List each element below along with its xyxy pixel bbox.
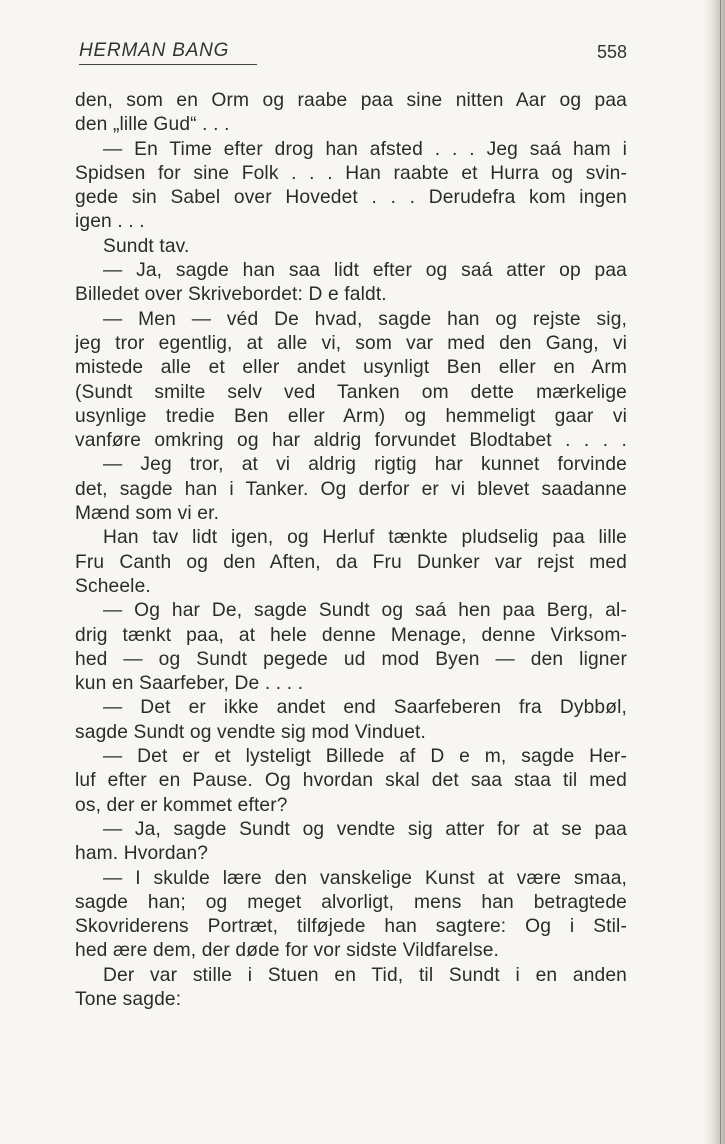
text-line: os, der er kommet efter? — [75, 794, 288, 816]
body-text — [75, 89, 627, 1012]
text-line: — Det er ikke andet end Saarfeberen fra Dybbøl, — [103, 697, 627, 719]
text-line: Scheele. — [75, 575, 151, 597]
text-line: drig tænkt paa, at hele denne Menage, denne Virksom- — [75, 624, 627, 646]
text-line: — Men — véd De hvad, sagde han og rejste sig, — [103, 308, 627, 330]
page-number: 558 — [596, 42, 627, 62]
text-line: Spidsen for sine Folk . . . Han raabte et Hurra og svin- — [75, 162, 627, 184]
text-line: Tone sagde: — [75, 988, 182, 1010]
text-line: Billedet over Skrivebordet: D e faldt. — [75, 284, 387, 306]
text-line: jeg tror egentlig, at alle vi, som var med den Gang, vi — [75, 332, 627, 354]
text-line: sagde Sundt og vendte sig mod Vinduet. — [75, 721, 426, 743]
text-line: — Ja, sagde han saa lidt efter og saá atter op paa — [103, 260, 627, 282]
text-line: — Det er et lysteligt Billede af D e m, sagde Her- — [103, 746, 627, 768]
text-line: — Jeg tror, at vi aldrig rigtig har kunnet forvinde — [103, 454, 627, 476]
text-line: gede sin Sabel over Hovedet . . . Derudefra kom ingen — [75, 187, 627, 209]
text-line: hed ære dem, der døde for vor sidste Vildfarelse. — [75, 940, 499, 962]
running-head: HERMAN BANG — [79, 40, 230, 61]
page-edge-shadow — [703, 0, 725, 1144]
text-line: det, sagde han i Tanker. Og derfor er vi blevet saadanne — [75, 478, 627, 500]
text-line: — Og har De, sagde Sundt og saá hen paa Berg, al- — [103, 600, 627, 622]
text-line: kun en Saarfeber, De . . . . — [75, 673, 304, 695]
text-line: igen . . . — [75, 211, 145, 233]
text-line: Der var stille i Stuen en Tid, til Sundt i en anden — [103, 964, 627, 986]
text-line: vanføre omkring og har aldrig forvundet Blodtabet . . . . — [75, 430, 627, 452]
text-line: — I skulde lære den vanskelige Kunst at være smaa, — [103, 867, 627, 889]
text-line: Han tav lidt igen, og Herluf tænkte pludselig paa lille — [103, 527, 627, 549]
text-line: den „lille Gud“ . . . — [75, 114, 230, 136]
text-line: — En Time efter drog han afsted . . . Jeg saá ham i — [103, 138, 627, 160]
page-header — [79, 40, 627, 66]
page-edge-line — [720, 0, 721, 1144]
text-line: Fru Canth og den Aften, da Fru Dunker var rejst med — [75, 551, 627, 573]
text-line: — Ja, sagde Sundt og vendte sig atter for at se paa — [103, 818, 627, 840]
text-line: mistede alle et eller andet usynligt Ben eller en Arm — [75, 357, 627, 379]
text-line: hed — og Sundt pegede ud mod Byen — den ligner — [75, 648, 627, 670]
text-line: usynlige tredie Ben eller Arm) og hemmeligt gaar vi — [75, 405, 627, 427]
text-line: Skovriderens Portræt, tilføjede han sagtere: Og i Stil- — [75, 916, 627, 938]
text-line: ham. Hvordan? — [75, 843, 209, 865]
text-line: sagde han; og meget alvorligt, mens han betragtede — [75, 891, 627, 913]
text-line: luf efter en Pause. Og hvordan skal det saa staa til med — [75, 770, 627, 792]
text-line: den, som en Orm og raabe paa sine nitten Aar og paa — [75, 90, 627, 111]
text-line: Sundt tav. — [103, 235, 190, 257]
text-line: Mænd som vi er. — [75, 503, 220, 525]
text-line: (Sundt smilte selv ved Tanken om dette mærkelige — [75, 381, 627, 403]
header-rule — [79, 64, 257, 65]
